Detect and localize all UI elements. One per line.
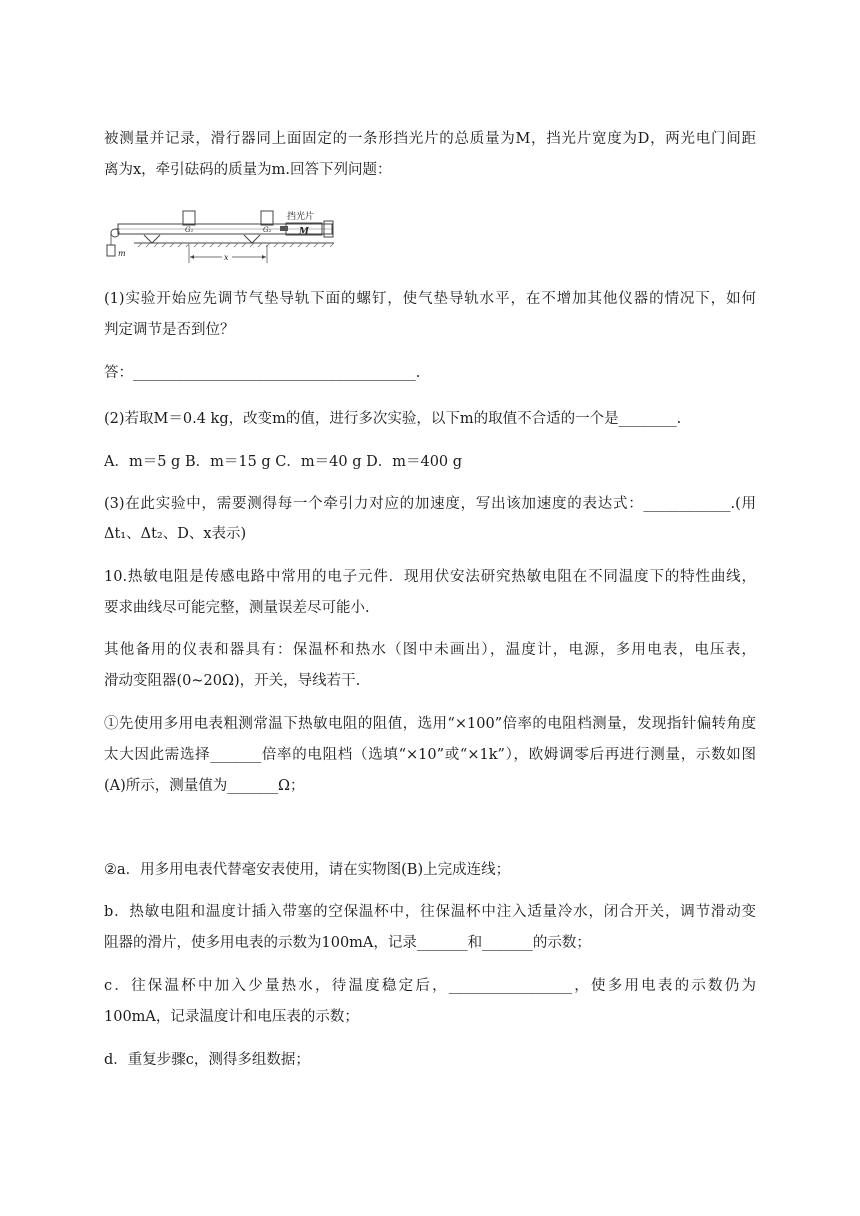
paragraph-line: (3)在此实验中，需要测得每一个牵引力对应的加速度，写出该加速度的表达式：____________.(用 [104,496,756,512]
paragraph-line: 离为x，牵引砝码的质量为m.回答下列问题： [104,162,392,178]
paragraph-line: 被测量并记录，滑行器同上面固定的一条形挡光片的总质量为M，挡光片宽度为D，两光电门间距 [104,131,756,147]
paragraph-line: 要求曲线尽可能完整，测量误差尽可能小. [104,600,370,616]
paragraph-line: 阻器的滑片，使多用电表的示数为100mA，记录_______和_______的示数； [104,935,591,951]
glider-mass-label: M [299,227,309,237]
paragraph-line: 滑动变阻器(0~20Ω)，开关，导线若干. [104,673,361,689]
paragraph-line: (A)所示，测量值为_______Ω； [104,778,305,794]
paragraph-line: 太大因此需选择_______倍率的电阻档（选填“×10”或“×1k”），欧姆调零后再进行测量，示数如图 [104,747,756,763]
paragraph-line: (2)若取M＝0.4 kg，改变m的值，进行多次实验，以下m的取值不合适的一个是________. [104,411,682,427]
hanging-mass-label: m [118,249,126,258]
gate-g2-label: G₂ [263,226,272,234]
paragraph-line: c．往保温杯中加入少量热水，待温度稳定后，_________________，使多用电表的示数仍为 [104,978,756,994]
paragraph-line: ①先使用多用电表粗测常温下热敏电阻的阻值，选用“×100”倍率的电阻档测量，发现指针偏转角度 [104,716,756,732]
options-line: A．m＝5 g B．m＝15 g C．m＝40 g D．m＝400 g [104,454,463,470]
paragraph-line: b．热敏电阻和温度计插入带塞的空保温杯中，往保温杯中注入适量冷水，闭合开关，调节滑动变 [104,904,756,920]
paragraph-line: 10.热敏电阻是传感电路中常用的电子元件．现用伏安法研究热敏电阻在不同温度下的特性曲线， [104,569,756,585]
gate-g1-label: G₁ [185,226,194,234]
paragraph-line: Δt₁、Δt₂、D、x表示) [104,526,247,542]
paragraph-line: 100mA，记录温度计和电压表的示数； [104,1009,359,1025]
paragraph-line: d．重复步骤c，测得多组数据； [104,1052,310,1068]
air-track-figure [104,207,340,265]
paragraph-line: 判定调节是否到位？ [104,322,235,338]
paragraph-line: (1)实验开始应先调节气垫导轨下面的螺钉，使气垫导轨水平，在不增加其他仪器的情况下，如何 [104,291,756,307]
distance-x-label: x [224,253,229,262]
paragraph-line: 其他备用的仪表和器具有：保温杯和热水（图中未画出），温度计，电源，多用电表，电压表， [104,642,756,658]
shade-label: 挡光片 [287,212,315,222]
paragraph-line: ②a．用多用电表代替毫安表使用，请在实物图(B)上完成连线； [104,862,511,878]
answer-line: 答：_______________________________________. [104,365,421,381]
